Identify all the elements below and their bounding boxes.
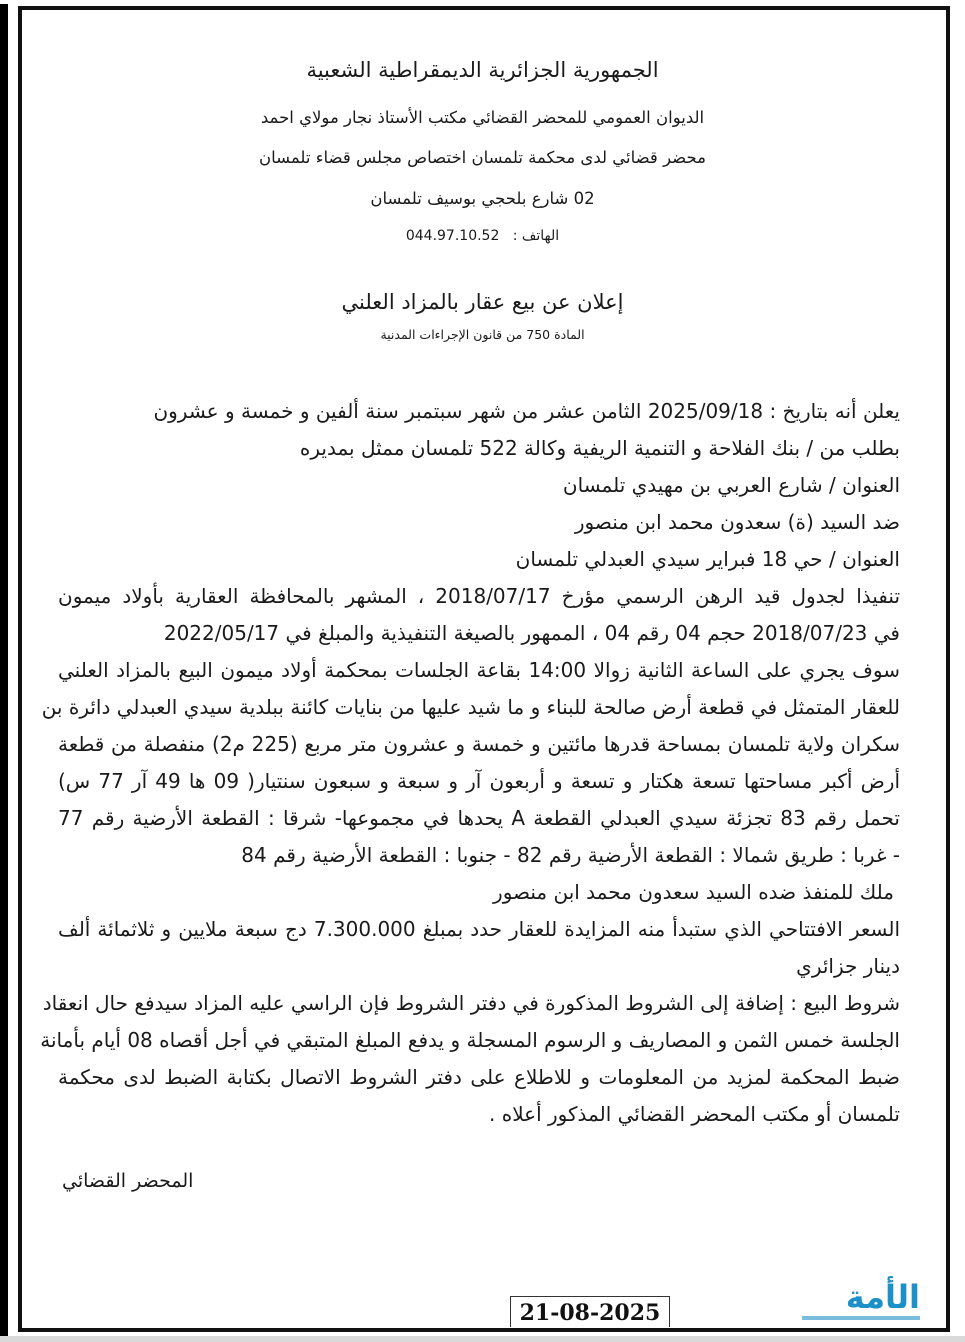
body-line: تلمسان أو مكتب المحضر القضائي المذكور أعلاه . bbox=[489, 1102, 900, 1126]
phone-number: 044.97.10.52 bbox=[405, 228, 500, 244]
publication-date: 21-08-2025 bbox=[510, 1296, 670, 1327]
body-line: بطلب من / بنك الفلاحة و التنمية الريفية وكالة 522 تلمسان ممثل بمديره bbox=[299, 436, 900, 460]
body-line: - غربا : طريق شمالا : القطعة الأرضية رقم 82 - جنوبا : القطعة الأرضية رقم 84 bbox=[241, 843, 900, 867]
jurisdiction-line: محضر قضائي لدى محكمة تلمسان اختصاص مجلس قضاء تلمسان bbox=[259, 148, 706, 167]
body-line: ضبط المحكمة لمزيد من المعلومات و للاطلاع على دفتر الشروط الاتصال بكتابة الضبط لدى محكمة bbox=[58, 1065, 900, 1089]
announcement-body bbox=[40, 393, 901, 1133]
body-line: أرض أكبر مساحتها تسعة هكتار و تسعة و أربعون آر و سبعة و سبعون سنتيار( 09 ها 49 آر 77 س) bbox=[58, 769, 901, 793]
body-line: تنفيذا لجدول قيد الرهن الرسمي مؤرخ 2018/07/17 ، المشهر بالمحافظة العقارية بأولاد ميمون bbox=[58, 584, 901, 608]
announcement-subtitle: المادة 750 من قانون الإجراءات المدنية bbox=[380, 327, 585, 342]
body-line: العنوان / حي 18 فبراير سيدي العبدلي تلمسان bbox=[515, 547, 900, 571]
phone-line bbox=[0, 228, 965, 244]
body-line: الجلسة خمس الثمن و المصاريف و الرسوم المسجلة و يدفع المبلغ المتبقي في أجل أقصاه 08 أيام بأمانة bbox=[40, 1028, 900, 1052]
logo-text: الأمة bbox=[845, 1278, 920, 1316]
body-line: للعقار المتمثل في قطعة أرض صالحة للبناء و ما شيد عليها من بنايات كائنة ببلدية سيدي العبدلي دائرة بن bbox=[41, 695, 900, 719]
newspaper-logo bbox=[800, 1278, 920, 1328]
announcement-title: إعلان عن بيع عقار بالمزاد العلني bbox=[341, 290, 624, 314]
body-line: تحمل رقم 83 تجزئة سيدي العبدلي القطعة A يحدها في مجموعها- شرقا : القطعة الأرضية رقم 77 bbox=[58, 806, 900, 830]
body-line: يعلن أنه بتاريخ : 2025/09/18 الثامن عشر من شهر سبتمبر سنة ألفين و خمسة و عشرون bbox=[153, 399, 900, 423]
body-line: ملك للمنفذ ضده السيد سعدون محمد ابن منصور bbox=[493, 880, 894, 904]
body-line: العنوان / شارع العربي بن مهيدي تلمسان bbox=[562, 473, 900, 497]
body-line: ضد السيد (ة) سعدون محمد ابن منصور bbox=[574, 510, 900, 534]
body-line: في 2018/07/23 حجم 04 رقم 04 ، الممهور بالصيغة التنفيذية والمبلغ في 2022/05/17 bbox=[163, 621, 900, 645]
body-line: سكران ولاية تلمسان بمساحة قدرها مائتين و خمسة و عشرون متر مربع (225 م2) منفصلة من قطعة bbox=[58, 732, 901, 756]
office-line: الديوان العمومي للمحضر القضائي مكتب الأستاذ نجار مولاي احمد bbox=[260, 108, 705, 127]
logo-underline bbox=[802, 1316, 920, 1320]
body-line: دينار جزائري bbox=[796, 954, 900, 978]
bottom-strip bbox=[0, 1336, 965, 1342]
phone-label: الهاتف : bbox=[512, 228, 560, 244]
republic-heading: الجمهورية الجزائرية الديمقراطية الشعبية bbox=[306, 58, 659, 82]
body-line: السعر الافتتاحي الذي ستبدأ منه المزايدة للعقار حدد بمبلغ 7.300.000 دج سبعة ملايين و ثلاثمائة ألف bbox=[58, 917, 901, 941]
signature-label: المحضر القضائي bbox=[62, 1170, 194, 1192]
address-line: 02 شارع بلحجي بوسيف تلمسان bbox=[370, 189, 595, 208]
body-line: سوف يجري على الساعة الثانية زوالا 14:00 بقاعة الجلسات بمحكمة أولاد ميمون البيع بالمزاد العلني bbox=[58, 658, 900, 682]
body-line: شروط البيع : إضافة إلى الشروط المذكورة في دفتر الشروط فإن الراسي عليه المزاد سيدفع حال انعقاد bbox=[42, 991, 900, 1015]
